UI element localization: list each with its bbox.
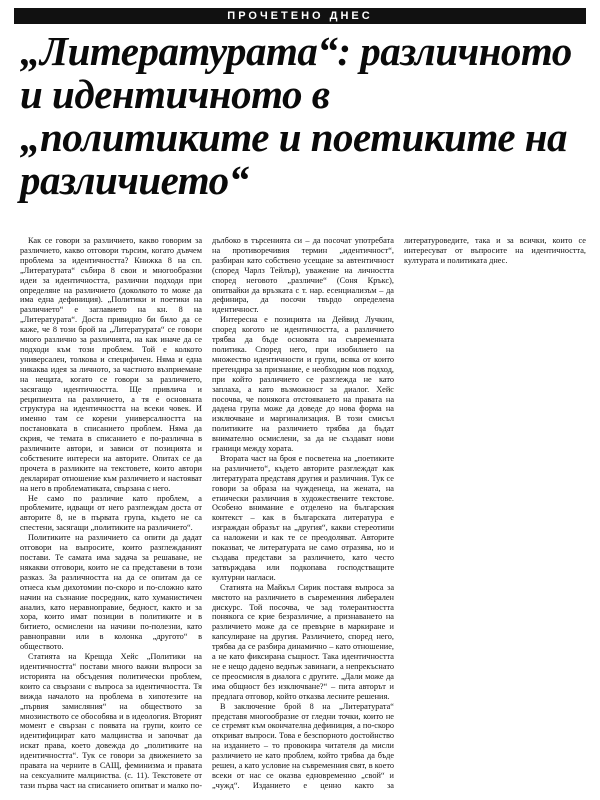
article-body [20, 236, 586, 794]
article-headline: „Литературата“: различното и идентичното в „политиките и поетиките на различието“ [20, 28, 572, 203]
article-paragraph: Интересна е позицията на Дейвид Лучкин, според когото не идентичността, а различието трябва да бъде основата на съвременната политика. Според него, при изобилието на множество идентичности и групи, всяка от които претендира за признание, е необходим нов подход, при който различието се разглежда не като заплаха, а като възможност за диалог. Хейс посочва, че понякога отстояването на правата на дадена група може да доведе до нова форма на изключване и маргинализация. В този смисъл политиките на различието трябва да бъдат внимателно осмислени, за да не създават нови граници между хората. [212, 315, 394, 454]
section-label: ПРОЧЕТЕНО ДНЕС [14, 8, 586, 24]
article-paragraph: В заключение брой 8 на „Литературата“ представя многообразие от гледни точки, които не се стремят към окончателна дефиниция, а по-скоро откриват въпроси. Това е безспорното достойнство на изданието – то провокира читателя да мисли различието не като проблем, който трябва да бъде решен, а като условие на съвременния свят, в което всеки от нас се оказва едновременно „свой“ и „чужд“. Изданието е ценно както за литературоведите, така и за всички, които се интересуват от въпросите на идентичността, културата и политиката днес. [212, 236, 586, 790]
article-paragraph: Как се говори за различието, какво говорим за различието, какво отговори търсим, когато дъвчем проблема за идентичността? Книжка 8 на сп. „Литературата“ събира 8 свои и многообразни идеи за идентичността, различни подходи при определяне на различието (доколкото то може да има една дефиниция). „Политики и поетики на различието“ е заглавието на кн. 8 на „Литературата“. Доста привидно би било да се каже, че 8 този брой на „Литературата“ се говори много различно за различията, на как иначе да се подходи към този проблем. Той е колкото универсален, толкова и специфичен. Няма и една никаква идея за личното, за частното възприемане на нещата, когато се говори за различието, засягащо идентичността. Ще привлича и реципиента на различието, а тя е основната структура на идентичността на всеки човек. И именно там се корени универсалността на постановката в списанието проблем. Няма да скрия, че темата в списанието е по-различна в различните автори, и зависи от позицията и собствените интереси на авторите. Опитах се да прочета в разликите на текстовете, които автори декларират отношение към различието и настояват на него в проблематиката, свързана с него. [20, 236, 202, 493]
article-paragraph: Политиките на различието са опити да дадат отговори на въпросите, които разглежданият постави. Те самата има задача за решаване, не някакви отговори, които не са представени в този разказ. За различността на да се опитам да се отнеса към дихотомии по-скоро и по-сложно като начин на съзнание посредник, като хуманистичен анализ, като неравноправие, бедност, както и за хора, които имат позиции в политиките и в битието, осмислени на начини по-полезни, като равноправни или в колонка „другото“ в обществото. [20, 533, 202, 652]
article-paragraph: Не само по различие като проблем, а проблемите, идващи от него разглеждам доста от авторите 8, не в първата група, където не са спестени, засягащи „политиките на различието“. [20, 493, 202, 533]
article-paragraph: Статията на Крешда Хейс „Политики на идентичността“ постави много важни въпроси за историята на обсъдения политически проблем, които са свързани с въпроса за идентичността. Тя вижда началото на проблема в хипотезите на „първия замисляния“ на обществото за мнозинството се обособява и в идеология. Вторият момент е свързан с появата на групи, които се идентифицират като малцинства и започват да искат права, което довежда до „политиките на идентичността“. Тук се говори за движението за правата на черните в САЩ, феминизма и правата на сексуалните малцинства. (с. 11). Текстовете от тази първа част на списанието опитват и малко по-дълбоко в търсенията си – да посочат употребата на противоречивия термин „идентичност“, разбиран като собствено усещане за автентичност (според Чарлз Тейлър), уважение на личността според неговото „различие“ (Соня Кръкс), опитвайки да връзката с т. нар. есенциализъм – да дефинира, да посочи твърдо определена идентичност. [20, 236, 394, 790]
article-paragraph: Втората част на броя е посветена на „поетиките на различието“, където авторите разглеждат как литературата представя другия и различния. Тук се говори за образа на чужденеца, на жената, на етнически различния в художествените текстове. Особено внимание е отделено на българския контекст – как в българската литература е изграждан образът на „другия“, какви стереотипи са наложени и как те се преодоляват. Авторите показват, че литературата не само отразява, но и създава представи за различието, като често затвърждава или подкопава господстващите културни нагласи. [212, 453, 394, 582]
article-paragraph: Статията на Майкъл Сирик поставя въпроса за мястото на различието в съвременния либерален дискурс. Той посочва, че зад толерантността понякога се крие безразличие, а признаването на различието може да се превърне в маркиране и капсулиране на другия. Различието, според него, трябва да се разбира динамично – като отношение, а не като фиксирана същност. Така идентичността не е нещо дадено веднъж завинаги, а непрекъснато се преосмисля в диалога с другите. „Дали може да има общност без изключване?“ – пита авторът и предлага отговор, който отказва лесните решения. [212, 582, 394, 701]
